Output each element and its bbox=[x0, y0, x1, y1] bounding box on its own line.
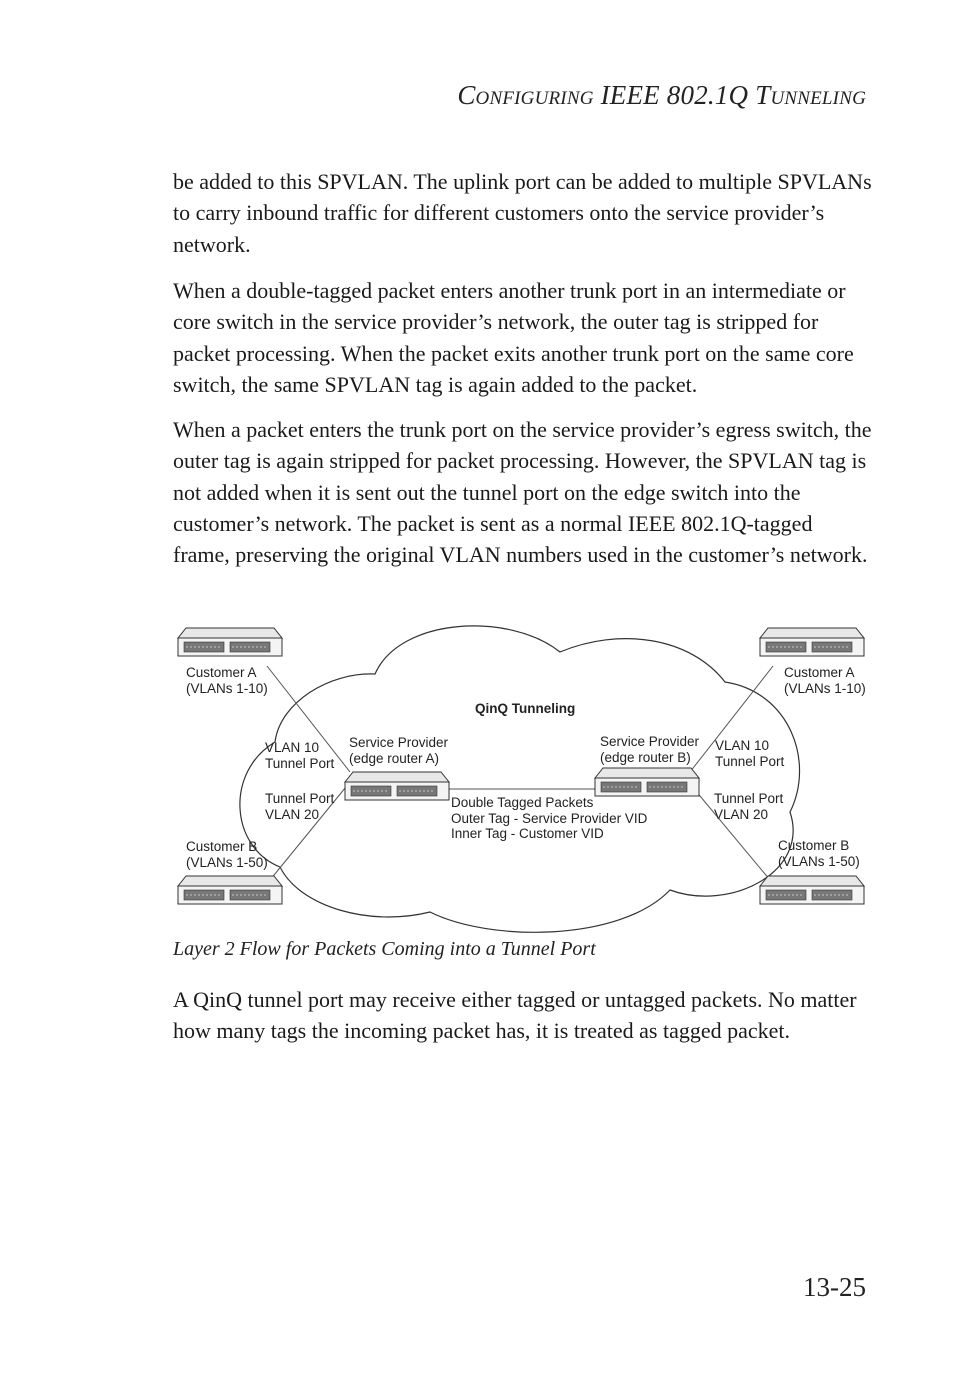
paragraph-3 bbox=[173, 414, 873, 570]
router-a-label: Service Provider bbox=[349, 735, 449, 750]
running-header bbox=[457, 80, 866, 111]
switch-customer-b-left bbox=[178, 876, 282, 904]
paragraph-2-text: When a double-tagged packet enters another trunk port in an intermediate or core switch in the service provider’s network, the outer tag is stripped for packet processing. When the packet exits another trunk port on the same core switch, the same SPVLAN tag is again added to the packet. bbox=[173, 278, 854, 397]
paragraph-1 bbox=[173, 166, 873, 260]
diagram-title: QinQ Tunneling bbox=[475, 701, 576, 716]
customer-b-left-vlans: (VLANs 1-50) bbox=[186, 855, 268, 870]
packets-inner-tag: Inner Tag - Customer VID bbox=[451, 826, 604, 841]
paragraph-3-text: When a packet enters the trunk port on the service provider’s egress switch, the outer tag is again stripped for packet processing. However, the SPVLAN tag is not added when it is sent out the tunnel port on the edge switch into the customer’s network. The packet is sent as a normal IEEE 802.1Q-tagged frame, preserving the original VLAN numbers used in the customer’s network. bbox=[173, 417, 872, 568]
vlan10-left-port: Tunnel Port bbox=[265, 756, 335, 771]
customer-a-right-name: Customer A bbox=[784, 665, 855, 680]
router-a-name: (edge router A) bbox=[349, 751, 440, 766]
vlan20-left-vlan: VLAN 20 bbox=[265, 807, 320, 822]
paragraph-1-text: be added to this SPVLAN. The uplink port can be added to multiple SPVLANs to carry inbound traffic for different customers onto the service provider’s network. bbox=[173, 169, 872, 257]
header-smallcaps-2: UNNELING bbox=[770, 88, 866, 109]
router-b-label: Service Provider bbox=[600, 734, 700, 749]
customer-a-left-vlans: (VLANs 1-10) bbox=[186, 681, 268, 696]
switch-customer-a-left bbox=[178, 628, 282, 656]
vlan20-left-port: Tunnel Port bbox=[265, 791, 335, 806]
customer-b-right-name: Customer B bbox=[778, 838, 850, 853]
switch-customer-a-right bbox=[760, 628, 864, 656]
customer-b-right-vlans: (VLANs 1-50) bbox=[778, 854, 860, 869]
customer-b-left-name: Customer B bbox=[186, 839, 258, 854]
vlan10-right-port: Tunnel Port bbox=[715, 754, 785, 769]
page-number: 13-25 bbox=[803, 1272, 866, 1302]
paragraph-4 bbox=[173, 984, 873, 1047]
vlan10-left-vlan: VLAN 10 bbox=[265, 740, 320, 755]
vlan10-right-vlan: VLAN 10 bbox=[715, 738, 770, 753]
vlan20-right-vlan: VLAN 20 bbox=[714, 807, 769, 822]
header-cap-c: C bbox=[457, 80, 476, 110]
router-b-name: (edge router B) bbox=[600, 750, 691, 765]
figure-caption: Layer 2 Flow for Packets Coming into a Tunnel Port bbox=[173, 938, 596, 960]
customer-a-right-vlans: (VLANs 1-10) bbox=[784, 681, 866, 696]
qinq-diagram bbox=[170, 622, 870, 936]
packets-title: Double Tagged Packets bbox=[451, 795, 594, 810]
paragraph-4-text: A QinQ tunnel port may receive either tagged or untagged packets. No matter how many tags the incoming packet has, it is treated as tagged packet. bbox=[173, 987, 857, 1044]
switch-customer-b-right bbox=[760, 876, 864, 904]
switch-edge-router-b bbox=[595, 768, 699, 796]
switch-edge-router-a bbox=[345, 772, 449, 800]
header-cap-t: T bbox=[755, 80, 771, 110]
vlan20-right-port: Tunnel Port bbox=[714, 791, 784, 806]
customer-a-left-name: Customer A bbox=[186, 665, 257, 680]
provider-cloud bbox=[240, 626, 800, 932]
qinq-diagram-svg bbox=[170, 622, 870, 936]
header-smallcaps-1: ONFIGURING bbox=[475, 88, 594, 109]
packets-outer-tag: Outer Tag - Service Provider VID bbox=[451, 811, 648, 826]
header-mid: IEEE 802.1Q bbox=[593, 80, 756, 110]
paragraph-2 bbox=[173, 275, 873, 400]
